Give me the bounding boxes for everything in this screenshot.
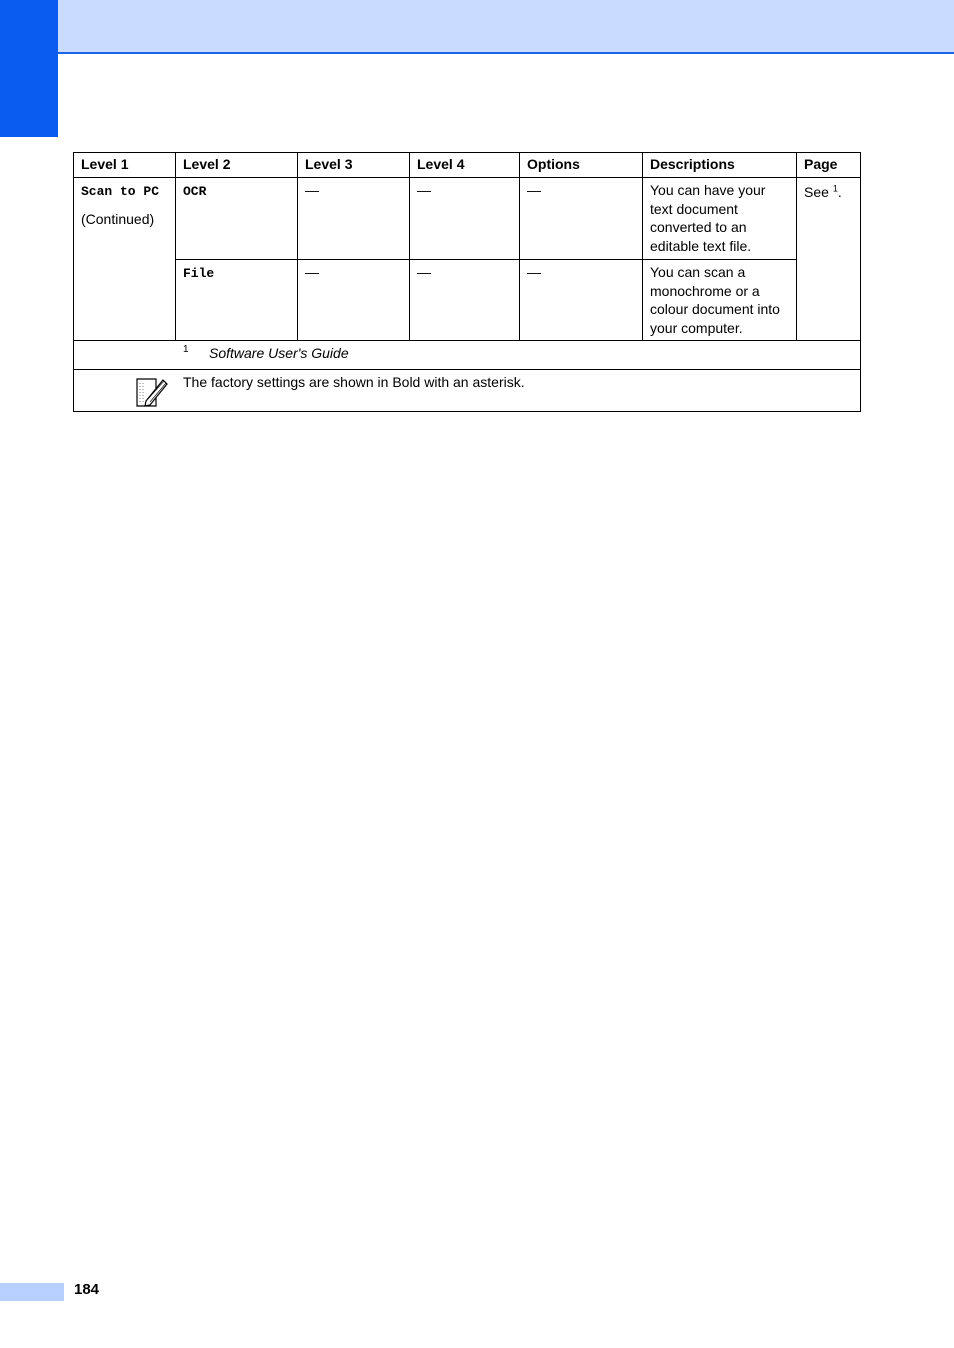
continued-label: (Continued) <box>81 210 155 227</box>
note-text: The factory settings are shown in Bold with an asterisk. <box>183 374 525 390</box>
level3-cell: — <box>298 260 410 341</box>
description-cell: You can have your text document converted to an editable text file. <box>643 178 797 260</box>
header-page: Page <box>797 153 861 178</box>
header-level3: Level 3 <box>298 153 410 178</box>
level2-cell <box>176 178 298 260</box>
level2-file: File <box>183 266 215 281</box>
footnote-text: Software User's Guide <box>209 345 349 361</box>
menu-table <box>73 152 861 412</box>
footnote-row <box>74 341 861 370</box>
footnote-ref[interactable]: 1 <box>832 183 838 194</box>
header-options: Options <box>520 153 643 178</box>
note-pencil-icon <box>134 375 168 409</box>
page-number: 184 <box>74 1281 100 1298</box>
level1-cell <box>74 178 176 341</box>
header-level2: Level 2 <box>176 153 298 178</box>
options-cell: — <box>520 178 643 260</box>
table-row <box>74 178 861 260</box>
page-number-bar <box>0 1283 64 1301</box>
level2-cell <box>176 260 298 341</box>
page-cell: See $^1$. <box>797 178 861 341</box>
header-level1: Level 1 <box>74 153 176 178</box>
options-cell: — <box>520 260 643 341</box>
level1-name: Scan to PC <box>81 184 160 199</box>
level3-cell: — <box>298 178 410 260</box>
description-cell: You can scan a monochrome or a colour document into your computer. <box>643 260 797 341</box>
level4-cell: — <box>410 178 520 260</box>
table-header-row <box>74 153 861 178</box>
header-descriptions: Descriptions <box>643 153 797 178</box>
header-level4: Level 4 <box>410 153 520 178</box>
note-row <box>74 370 861 412</box>
table-row <box>74 260 861 341</box>
header-bar <box>0 0 954 54</box>
footnote-number: 1 <box>183 344 189 355</box>
level2-ocr: OCR <box>183 184 207 199</box>
chapter-tab <box>0 0 58 137</box>
level4-cell: — <box>410 260 520 341</box>
